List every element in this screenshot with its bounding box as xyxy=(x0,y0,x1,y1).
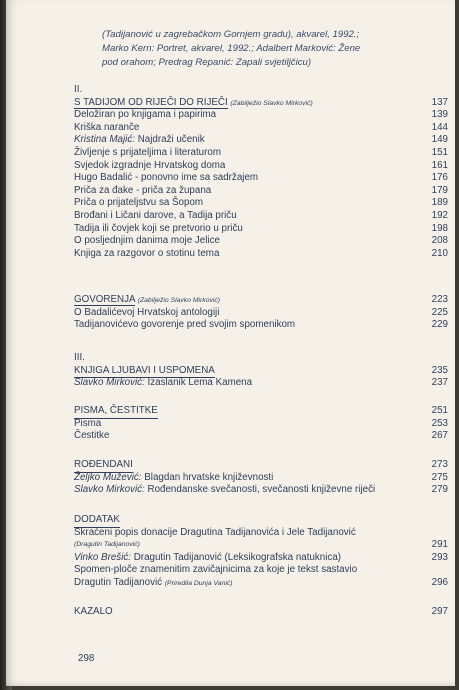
illustration-credits xyxy=(102,28,402,71)
page-number: 137 xyxy=(431,96,448,108)
page-number: 273 xyxy=(431,459,448,470)
page-number: 291 xyxy=(431,539,448,551)
entry-title: Hugo Badalić - ponovno ime sa sadržajem xyxy=(74,172,259,184)
entry-title: Deložiran po knjigama i papirima xyxy=(74,109,217,121)
entry-title: Tadija ili čovjek koji se pretvorio u priču xyxy=(74,222,243,234)
entry-title: O Badalićevoj Hrvatskoj antologiji xyxy=(74,306,220,318)
intro-line: pod orahom; Predrag Repanić: Zapali svjetiljčicu) xyxy=(102,57,312,69)
page-number: 161 xyxy=(431,159,448,171)
entry-note: (Dragutin Tadijanović) xyxy=(74,541,140,549)
entry-title: Rođendanske svečanosti, svečanosti književne riječi xyxy=(147,484,376,496)
section-title: PISMA, ČESTITKE xyxy=(74,405,158,419)
entry-title: Tadijanovićevo govorenje pred svojim spomenikom xyxy=(74,319,296,331)
page-number: 208 xyxy=(431,235,448,247)
page-number: 275 xyxy=(431,471,448,483)
entry-text xyxy=(74,577,233,591)
entry-author: Slavko Mirković: xyxy=(74,377,145,389)
entry-title: Svjedok izgradnje Hrvatskog doma xyxy=(74,159,226,171)
page-number: 267 xyxy=(431,430,448,442)
page-number: 144 xyxy=(431,121,448,133)
page-number: 139 xyxy=(431,109,448,121)
page-number: 149 xyxy=(431,134,448,146)
page-number: 189 xyxy=(431,197,448,209)
page-number: 192 xyxy=(431,209,448,221)
entry-author: Slavko Mirković: xyxy=(74,484,145,496)
entry-title: Kristina Majić: Najdraži učenik xyxy=(74,134,205,146)
entry-author: Vinko Brešić: xyxy=(74,551,131,563)
page-number: 151 xyxy=(431,146,448,158)
entry-text xyxy=(74,472,273,485)
entry-title: Knjiga za razgovor o stotinu tema xyxy=(74,247,220,259)
intro-line: (Tadijanović u zagrebačkom Gornjem gradu), akvarel, 1992.; xyxy=(102,29,360,40)
entry-author: Željko Mužević: xyxy=(74,471,142,483)
page-number: 198 xyxy=(431,222,448,234)
entry-text xyxy=(74,552,341,565)
roman-label: II. xyxy=(74,84,83,95)
section-note: (Zabilježio Slavko Mirković) xyxy=(230,99,313,107)
entry-text xyxy=(74,484,375,497)
page-number: 253 xyxy=(431,417,448,429)
entry-title: Brođani i Ličani darove, a Tadija priču xyxy=(74,209,237,221)
section-title: S TADIJOM OD RIJEČI DO RIJEČI xyxy=(74,96,228,108)
folio-page-number: 298 xyxy=(78,653,95,664)
entry-title: Blagdan hrvatske književnosti xyxy=(144,471,274,483)
entry-title: O posljednjim danima moje Jelice xyxy=(74,235,220,247)
entry-title: Kriška naranče xyxy=(74,121,140,133)
page-number: 179 xyxy=(431,184,448,196)
entry-title: Priča o prijateljstvu sa Šopom xyxy=(74,197,204,209)
intro-line: Marko Kern: Portret, akvarel, 1992.; Adalbert Marković: Žene xyxy=(102,43,361,55)
section-heading xyxy=(74,97,313,111)
entry-author: Kristina Majić: xyxy=(74,134,135,146)
entry-text xyxy=(74,377,252,390)
page-number: 251 xyxy=(431,405,448,416)
entry-title: Dragutin Tadijanović (Leksikografska natuknica) xyxy=(133,551,342,563)
page-number: 293 xyxy=(431,551,448,563)
page-number: 237 xyxy=(431,377,448,389)
page-number: 297 xyxy=(431,606,448,617)
section-note: (Zabilježio Slavko Mirković) xyxy=(137,297,221,304)
entry-title: Izaslanik Lema Kamena xyxy=(147,377,253,389)
page-number: 296 xyxy=(431,576,448,588)
page-number: 229 xyxy=(431,319,448,331)
roman-label: III. xyxy=(74,352,85,363)
page-number: 235 xyxy=(431,364,448,376)
page-number: 225 xyxy=(431,306,448,318)
entry-note: (Priredila Dunja Vanić) xyxy=(164,579,233,587)
entry-title: Priča za đake - priča za župana xyxy=(74,184,212,196)
page-number: 223 xyxy=(431,294,448,305)
section-title: KNJIGA LJUBAVI I USPOMENA xyxy=(74,365,215,379)
page-number: 176 xyxy=(431,172,448,184)
entry-title: Skraćeni popis donacije Dragutina Tadijanovića i Jele Tadijanović xyxy=(74,526,356,538)
section-title: ROĐENDANI xyxy=(74,459,133,473)
entry-title: Čestitke xyxy=(74,430,110,442)
entry-title: Pisma xyxy=(74,417,102,429)
entry-title: Spomen-ploče znamenitim zavičajnicima za koje je tekst sastavio xyxy=(74,564,358,576)
section-title: DODATAK xyxy=(74,514,120,528)
page-number: 279 xyxy=(431,484,448,496)
section-title: GOVORENJA xyxy=(74,294,135,305)
page-number: 210 xyxy=(431,247,448,259)
section-heading xyxy=(74,294,220,308)
entry-title: Življenje s prijateljima i literaturom xyxy=(74,146,221,158)
section-title: KAZALO xyxy=(74,606,113,617)
entry-title: Dragutin Tadijanović xyxy=(74,576,163,588)
